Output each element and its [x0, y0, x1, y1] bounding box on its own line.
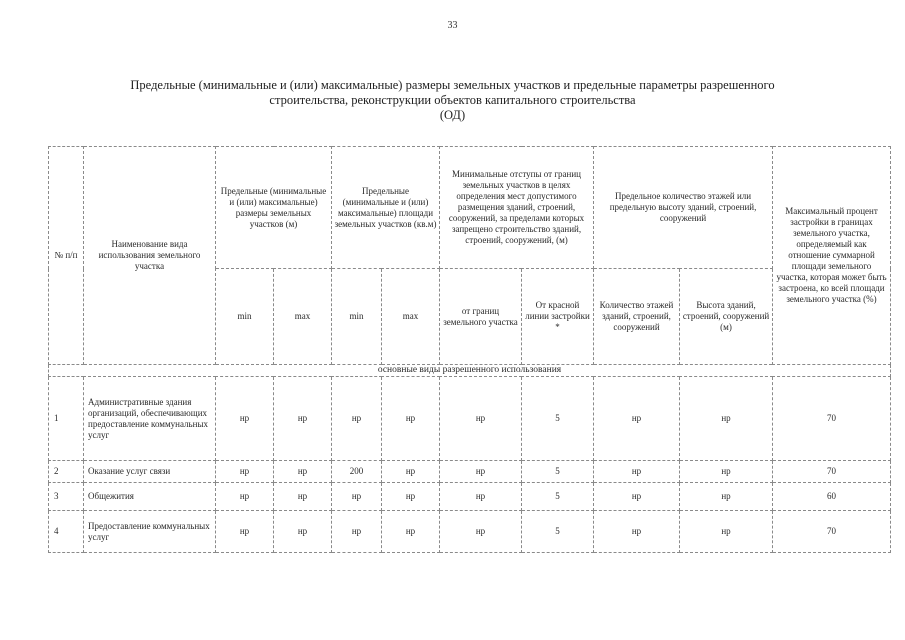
row-num: 3 [49, 483, 84, 511]
cell-area-max: нр [382, 461, 440, 483]
cell-area-max: нр [382, 511, 440, 553]
header-area: Предельные (минимальные и (или) максимальные) площади земельных участков (кв.м) [332, 147, 440, 269]
header-num: № п/п [49, 147, 84, 365]
cell-area-max: нр [382, 377, 440, 461]
cell-size-max: нр [274, 461, 332, 483]
cell-coverage: 70 [773, 377, 891, 461]
row-name: Административные здания организаций, обеспечивающих предоставление коммунальных услуг [84, 377, 216, 461]
table-row [49, 461, 891, 483]
parameters-table [48, 146, 891, 553]
cell-size-min: нр [216, 511, 274, 553]
header-name: Наименование вида использования земельного участка [84, 147, 216, 365]
section-label: основные виды разрешенного использования [49, 365, 891, 377]
row-name: Предоставление коммунальных услуг [84, 511, 216, 553]
header-area-min: min [332, 269, 382, 365]
cell-floors: нр [594, 461, 680, 483]
cell-setback-boundary: нр [440, 377, 522, 461]
cell-size-max: нр [274, 377, 332, 461]
row-num: 2 [49, 461, 84, 483]
header-from-red-line: От красной линии застройки * [522, 269, 594, 365]
cell-coverage: 70 [773, 511, 891, 553]
header-row-1 [49, 147, 891, 269]
cell-size-min: нр [216, 461, 274, 483]
cell-area-min: нр [332, 511, 382, 553]
cell-size-max: нр [274, 483, 332, 511]
cell-size-max: нр [274, 511, 332, 553]
cell-setback-red: 5 [522, 377, 594, 461]
title-line-3: (ОД) [439, 108, 466, 122]
table-row [49, 483, 891, 511]
cell-height: нр [680, 461, 773, 483]
row-name: Оказание услуг связи [84, 461, 216, 483]
cell-area-min: нр [332, 483, 382, 511]
header-size: Предельные (минимальные и (или) максимальные) размеры земельных участков (м) [216, 147, 332, 269]
cell-setback-boundary: нр [440, 483, 522, 511]
cell-height: нр [680, 377, 773, 461]
header-size-min: min [216, 269, 274, 365]
cell-setback-red: 5 [522, 483, 594, 511]
table-row [49, 377, 891, 461]
cell-size-min: нр [216, 483, 274, 511]
cell-area-max: нр [382, 483, 440, 511]
cell-size-min: нр [216, 377, 274, 461]
cell-area-min: нр [332, 377, 382, 461]
page-number: 33 [447, 20, 458, 31]
header-size-max: max [274, 269, 332, 365]
document-title [40, 78, 865, 123]
cell-coverage: 70 [773, 461, 891, 483]
cell-floors: нр [594, 377, 680, 461]
header-floors: Предельное количество этажей или предельную высоту зданий, строений, сооружений [594, 147, 773, 269]
row-num: 4 [49, 511, 84, 553]
cell-setback-boundary: нр [440, 511, 522, 553]
title-line-2: строительства, реконструкции объектов капитального строительства [269, 93, 636, 107]
cell-setback-boundary: нр [440, 461, 522, 483]
section-row [49, 365, 891, 377]
table-row [49, 511, 891, 553]
header-area-max: max [382, 269, 440, 365]
cell-coverage: 60 [773, 483, 891, 511]
cell-setback-red: 5 [522, 511, 594, 553]
row-num: 1 [49, 377, 84, 461]
header-height: Высота зданий, строений, сооружений (м) [680, 269, 773, 365]
header-setback: Минимальные отступы от границ земельных участков в целях определения мест допустимого размещения зданий, строений, сооружений, за пределами которых запрещено строительство зданий, строений, сооружений, (м) [440, 147, 594, 269]
header-from-boundary: от границ земельного участка [440, 269, 522, 365]
header-floor-count: Количество этажей зданий, строений, сооружений [594, 269, 680, 365]
cell-floors: нр [594, 511, 680, 553]
cell-setback-red: 5 [522, 461, 594, 483]
header-coverage: Максимальный процент застройки в границах земельного участка, определяемый как отношение суммарной площади земельного участка, которая может быть застроена, ко всей площади земельного участка (%) [773, 147, 891, 365]
title-line-1: Предельные (минимальные и (или) максимальные) размеры земельных участков и предельные параметры разрешенного [130, 78, 775, 92]
row-name: Общежития [84, 483, 216, 511]
cell-area-min: 200 [332, 461, 382, 483]
cell-floors: нр [594, 483, 680, 511]
cell-height: нр [680, 511, 773, 553]
cell-height: нр [680, 483, 773, 511]
